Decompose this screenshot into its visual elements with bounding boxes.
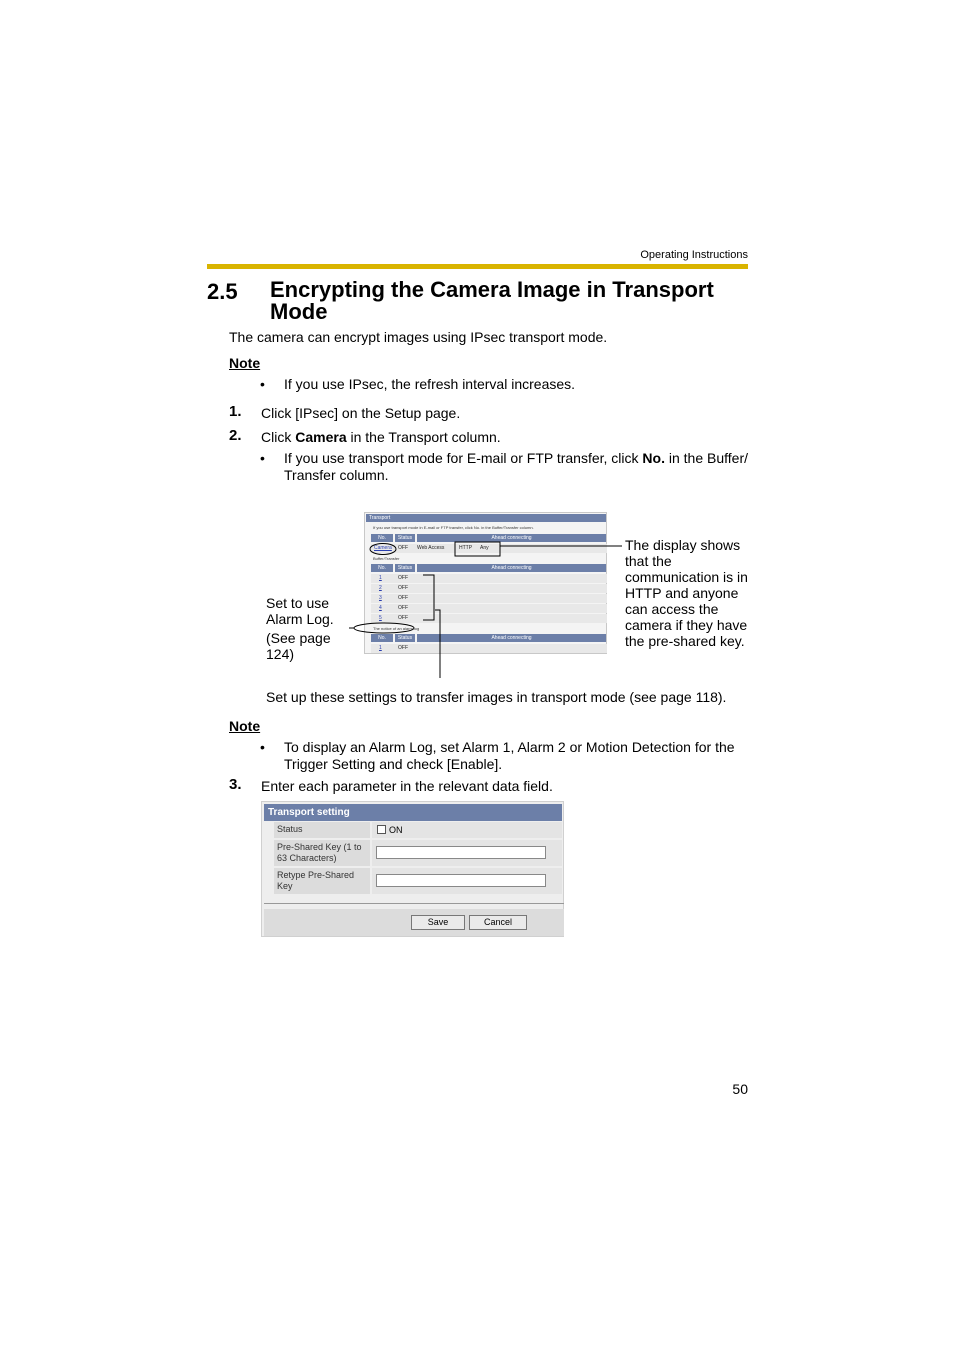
retype-psk-field	[372, 868, 562, 894]
psk-field	[372, 840, 562, 866]
step-number: 3.	[229, 776, 242, 793]
bullet-icon: •	[260, 450, 265, 466]
col-header-no: No.	[371, 534, 393, 542]
bullet-text-part: in the Buffer/ Transfer column.	[284, 450, 748, 483]
step-text-bold: Camera	[295, 429, 347, 445]
col-header-status: Status	[395, 534, 415, 542]
bullet-text-bold: No.	[642, 450, 665, 466]
alarm-log-label: The notice of an alarm log	[373, 626, 420, 631]
bullet-text-part: If you use transport mode for E-mail or FTP transfer, click	[284, 450, 643, 466]
on-checkbox[interactable]	[377, 825, 386, 834]
buffer-row-link[interactable]: 1	[379, 575, 382, 581]
note-label: Note	[229, 718, 261, 734]
col-header-ahead: Ahead connecting	[417, 534, 606, 542]
buffer-label: Buffer/Transfer	[373, 556, 400, 561]
save-button[interactable]: Save	[411, 915, 465, 930]
status-label: Status	[274, 822, 370, 838]
psk-input[interactable]	[376, 846, 546, 859]
psk-label: Pre-Shared Key (1 to 63 Characters)	[274, 840, 370, 866]
page-number: 50	[732, 1081, 748, 1097]
buffer-row-status: OFF	[398, 595, 408, 601]
step-text: Click [IPsec] on the Setup page.	[261, 405, 461, 421]
col-header-ahead: Ahead connecting	[417, 634, 606, 642]
bullet-icon: •	[260, 376, 265, 392]
note-bullet-text: If you use IPsec, the refresh interval increases.	[284, 376, 576, 392]
col-header-status: Status	[395, 564, 415, 572]
camera-link[interactable]: Camera	[374, 545, 392, 551]
step-text-part: Click	[261, 429, 296, 445]
section-number: 2.5	[207, 279, 238, 304]
alarm-row-link[interactable]: 1	[379, 645, 382, 651]
section-title: Encrypting the Camera Image in Transport Mode	[270, 277, 714, 324]
transport-title: Transport	[366, 514, 606, 522]
alarm-row-status: OFF	[398, 645, 408, 651]
buffer-row-link[interactable]: 5	[379, 615, 382, 621]
header-rule	[207, 264, 748, 269]
camera-highlight-ellipse	[370, 544, 396, 555]
annotation-http: The display shows that the communication is in HTTP and anyone can access the camera if they have the pre-shared key.	[625, 537, 748, 649]
step-text-part: in the Transport column.	[346, 429, 501, 445]
buffer-row-link[interactable]: 4	[379, 605, 382, 611]
buffer-row-status: OFF	[398, 615, 408, 621]
retype-psk-input[interactable]	[376, 874, 546, 887]
camera-any: Any	[480, 545, 489, 551]
callout-lines	[340, 520, 630, 685]
camera-status: OFF	[398, 545, 408, 551]
annotation-see-page: (See page 124)	[266, 630, 331, 662]
buffer-bracket	[423, 575, 434, 620]
step-number: 2.	[229, 427, 242, 444]
col-header-status: Status	[395, 634, 415, 642]
buffer-row-status: OFF	[398, 575, 408, 581]
figure-caption: Set up these settings to transfer images in transport mode (see page 118).	[266, 689, 727, 705]
on-label: ON	[389, 825, 403, 835]
transport-setting-screenshot	[261, 801, 564, 937]
buffer-row-status: OFF	[398, 585, 408, 591]
running-header: Operating Instructions	[640, 249, 748, 261]
callout-line-bracket	[435, 610, 440, 678]
transport-subtitle: If you use transport mode in E-mail or FTP transfer, click No. in the Buffer/Transfer column.	[373, 525, 534, 530]
http-highlight-box	[455, 542, 500, 556]
col-header-ahead: Ahead connecting	[417, 564, 606, 572]
step-number: 1.	[229, 403, 242, 420]
cancel-button[interactable]: Cancel	[469, 915, 527, 930]
annotation-alarm-log: Set to use Alarm Log.	[266, 595, 334, 627]
note-bullet-text: To display an Alarm Log, set Alarm 1, Alarm 2 or Motion Detection for the Trigger Setting and check [Enable].	[284, 739, 735, 772]
buffer-row-status: OFF	[398, 605, 408, 611]
status-field	[372, 822, 562, 838]
retype-psk-label: Retype Pre-Shared Key	[274, 868, 370, 894]
step-text	[261, 429, 501, 446]
col-header-no: No.	[371, 564, 393, 572]
buffer-row-link[interactable]: 3	[379, 595, 382, 601]
alarm-highlight-ellipse	[354, 623, 414, 633]
buffer-row-link[interactable]: 2	[379, 585, 382, 591]
step-bullet-text	[284, 450, 750, 484]
divider	[264, 903, 564, 904]
camera-access: Web Access	[417, 545, 445, 551]
step-text: Enter each parameter in the relevant data field.	[261, 778, 553, 794]
bullet-icon: •	[260, 739, 265, 755]
camera-proto: HTTP	[459, 545, 473, 551]
transport-setting-title: Transport setting	[264, 804, 562, 821]
note-label: Note	[229, 355, 261, 371]
col-header-no: No.	[371, 634, 393, 642]
intro-text: The camera can encrypt images using IPsec transport mode.	[229, 329, 608, 345]
